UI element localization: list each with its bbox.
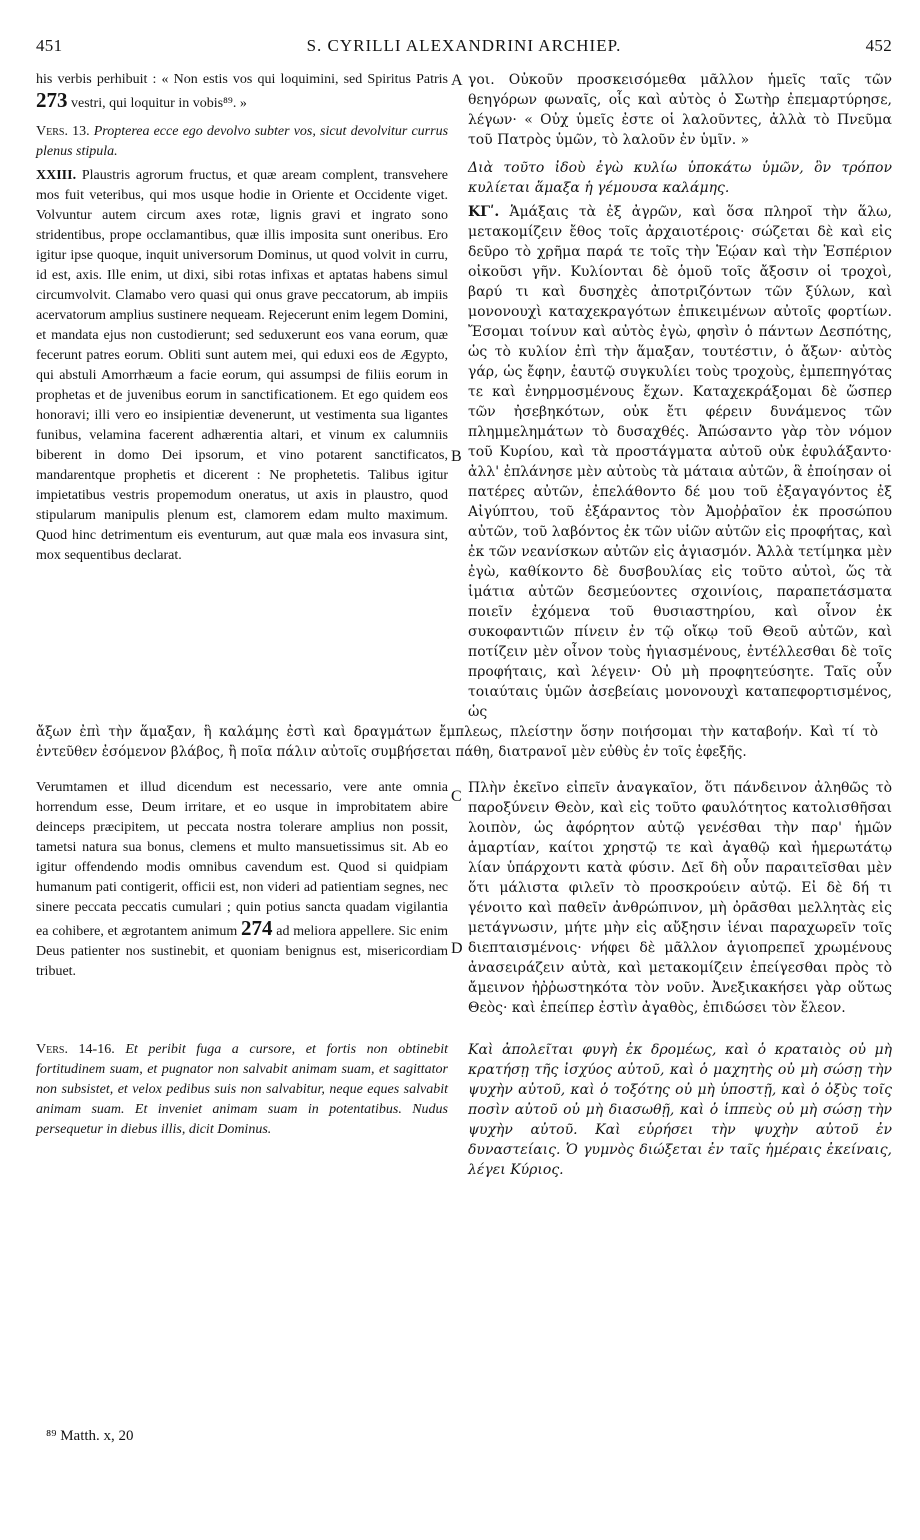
section-c [36, 1032, 892, 1180]
latin-column-a [36, 70, 448, 722]
greek-column-a [468, 70, 892, 722]
latin-column-c [36, 1032, 448, 1180]
column-number-274: 274 [241, 916, 273, 940]
margin-markers-b [448, 778, 468, 1018]
latin-text-intro: his verbis perhibuit : « Non estis vos qui loquimini, sed Spiritus Patris [36, 72, 448, 87]
greek-paragraph-23 [468, 202, 892, 722]
section-number: XXIII. [36, 168, 77, 183]
greek-verse-13: Διὰ τοῦτο ἰδοὺ ἐγὼ κυλίω ὑποκάτω ὑμῶν, ὃν τρόπον κυλίεται ἅμαξα ἡ γέμουσα καλάμης. [468, 160, 892, 196]
greek-paragraph-intro: γοι. Οὐκοῦν προσκεισόμεθα μᾶλλον ἡμεῖς ταῖς τῶν θεηγόρων φωναῖς, οἷς καὶ αὐτὸς ὁ Σωτὴρ ἐπεμαρτύρησε, λέγων· « Οὐχ ὑμεῖς ἐστε οἱ λαλοῦντες, ἀλλὰ τὸ Πνεῦμα τοῦ Πατρὸς ὑμῶν, τὸ λαλοῦν ἐν ὑμῖν. » [468, 72, 892, 148]
margin-marker-d: D [451, 940, 463, 957]
verse-text: Propterea ecce ego devolvo subter vos, sicut devolvitur currus plenus stipula. [36, 124, 449, 159]
running-title: S. CYRILLI ALEXANDRINI ARCHIEP. [306, 36, 622, 55]
greek-column-c [468, 1032, 892, 1180]
latin-verse-13 [36, 122, 448, 162]
greek-paragraph-2: Πλὴν ἐκεῖνο εἰπεῖν ἀναγκαῖον, ὅτι πάνδεινον ἀληθῶς τὸ παροξύνειν Θεὸν, καὶ εἰς τοῦτο φαυλότητος κατολισθῆσαι λοιπὸν, ὡς ἀφόρητον αὐτῷ γενέσθαι τὴν παρ' ἡμῶν ἁμαρτίαν, καίτοι χρηστῷ τε καὶ ἀγαθῷ καὶ ἡμερωτάτῳ λίαν ὑπάρχοντι κατὰ φύσιν. Δεῖ δὴ οὖν παραιτεῖσθαι μὲν ὅτι μάλιστα φιλεῖν τὸ προσκρούειν αὐτῷ. Εἰ δὲ δή τι γένοιτο καὶ παθεῖν ἀνθρώπινον, μὴ ὀρᾶσθαι μελλητὰς εἰς μετάγνωσιν, μήτε μὴν εἰς αὔξησιν ἰέναι παραχωρεῖν τοῖς διεπταισμένοις· νήφει δὲ μᾶλλον ἁγιοπρεπεῖ χρωμένους ἀνασειράζειν αὐτὰ, καὶ μετακομίζειν ἐπείγεσθαι πρὸς τὸ ἄμεινον ἠῤῥωστηκότα τὸν νοῦν. Ἀνεξικακήσει γὰρ οὕτως Θεὸς· καὶ ἐπείπερ ἐστὶν ἀγαθὸς, ἐπιδώσει τὸν ἔλεον. [468, 780, 892, 1016]
latin-paragraph-2 [36, 778, 448, 982]
latin-column-b [36, 778, 448, 1018]
greek-crossover-text: ἄξων ἐπὶ τὴν ἅμαξαν, ἣ καλάμης ἐστὶ καὶ δραγμάτων ἔμπλεως, πλείστην ὅσην ποιήσομαι τὴν καταβοήν. Καὶ τί τὸ ἐντεῦθεν ἐσόμενον βλάβος, ἢ ποῖα πάλιν αὐτοῖς συμβήσεται πάθη, διατρανοῖ μὲν εὐθὺς ἐν τοῖς ἐφεξῆς. [36, 724, 878, 760]
greek-column-b [468, 778, 892, 1018]
greek-text-23: Ἁμάξαις τὰ ἐξ ἀγρῶν, καὶ ὅσα πληροῖ τὴν ἅλω, μετακομίζειν ἔθος τοῖς ἀρχαιοτέροις· σώζεται δὲ καὶ εἰς δεῦρο τὸ χρῆμα παρά τε τοῖς τὴν Ἑῴαν καὶ τὴν Ἑσπέριον οἰκοῦσι γῆν. Κυλίονται δὲ ὁμοῦ τοῖς ἄξοσιν οἱ τροχοὶ, βαρύ τι καὶ δυσηχὲς ἀποτριζόντων τῶν ξύλων, καὶ μονονουχὶ καταχεκραγότων ἐπικειμένων αὐτοῖς φορτίων. Ἔσομαι τοίνυν καὶ αὐτὸς ἐγὼ, φησὶν ὁ πάντων Δεσπότης, ὡς τὸ κυλίον ἐπὶ τὴν ἅμαξαν, τουτέστιν, ὁ ἄξων· αὐτὸς γάρ, ὡς ἔφην, ἑαυτῷ συγκυλίει τοὺς τροχοὺς, ἐμπεπηγότας τε καὶ ἐνηρμοσμένους ἔχων. Καταχεκράξομαι δὲ ὥσπερ τῶν ἠσεβηκότων, οὐκ ἔτι φέρειν δυνάμενος τῶν πλημμελημάτων τὸ δυσαχθές. Ἀπώσαντο γὰρ τὸν νόμον τοῦ Κυρίου, καὶ τὰ προστάγματα αὐτοῦ οὐκ ἐφυλάξαντο· ἀλλ' ἐπλάνησε μὲν αὐτοὺς τὰ μάταια αὐτῶν, ἃ ἐποίησαν οἱ πατέρες αὐτῶν, ἐπελάθοντο δέ μου τοῦ ἐξαγαγόντος ἐξ Αἰγύπτου, τοῦ ἐξάραντος τὸν Ἀμοῤῥαῖον ἐκ προσώπου αὐτῶν, τοῦ λαβόντος ἐκ τῶν υἱῶν αὐτῶν εἰς προφήτας, καὶ ἐκ τῶν νεανίσκων αὐτῶν εἰς ἁγιασμόν. Ἀλλὰ τετίμηκα μὲν ἐγὼ, καθίκοντο δὲ δυσβουλίας εἰς τοῦτο αὐτοὶ, ὥς τὰ ἱμάτια αὐτῶν δεσμεύοντες σχοινίοις, παραπετάσματα ποιεῖν ἐχόμενα τοῦ θυσιαστηρίου, καὶ οἶνον ἐκ συκοφαντιῶν πίνειν ἐν τῷ οἴκῳ τοῦ Θεοῦ αὐτῶν, καὶ ποτίζειν μὲν οἶνον τοὺς ἡγιασμένους, ἐντέλλεσθαι δὲ τοῖς προφήταις, καὶ λέγειν· Οὐ μὴ προφητεύσητε. Ταῖς οὖν τοιαύταις ὑμῶν ἀσεβείαις μονονουχὶ καταπεφορτισμένος, ὡς [468, 204, 892, 720]
verse-text-14: Et peribit fuga a cursore, et fortis non obtinebit fortitudinem suam, et pugnator non salvabit animam suam, et sagittator non subsistet, et velox pedibus suis non salvabitur, neque eques salvabit animam suam. Et inveniet animam suam in potentatibus. Nudus persequetur in diebus illis, dicit Dominus. [36, 1042, 448, 1137]
margin-marker-c: C [451, 788, 462, 805]
page-number-right: 452 [865, 36, 892, 55]
latin-text-2b: ad meliora appellere. Sic enim Deus patienter nos sustinebit, et quoniam benignus est, misericordiam tribuet. [36, 924, 448, 979]
margin-markers-a [448, 70, 468, 805]
latin-text-2a: Verumtamen et illud dicendum est necessario, vere ante omnia horrendum esse, Deum irritare, et eo usque in improbitatem abire deinceps præcipitem, ut peccata nostra tolerare amplius non possit, tametsi natura sua bonus, clemens et multo mansuetissimus sit. Ab eo igitur offendendo modis omnibus cavendum est. Quod si quidpiam humanum pati contigerit, officii est, non videri ad patientiam segnes, nec sinere peccata peccatis cumulari ; quin potius sancta quadam vigilantia ea cohibere, et ægrotantem animum [36, 780, 448, 939]
footnote: ⁸⁹ Matth. x, 20 [46, 1428, 134, 1444]
margin-marker-a: A [451, 72, 463, 89]
running-head [36, 36, 892, 66]
margin-marker-b: B [451, 448, 462, 465]
latin-paragraph-23 [36, 166, 448, 566]
latin-text-23: Plaustris agrorum fructus, et quæ aream complent, transvehere mos fuit veteribus, qui mos usque hodie in Oriente et Occidente viget. Volvuntur autem circum axes rotæ, lignis gravi et ingrato sono stridentibus, prope occlamantibus, quæ illis imposita sunt oneribus. Ero igitur ipse quoque, inquit universorum Dominus, ut quod volvit in curru, id est, axis. Ille enim, ut dixi, sibi rotas infixas et aptatas habens simul circumvolvit. Clamabo vero quasi qui onus grave peccatorum, ab impiis acervatorum amplius sustinere nequeam. Rejecerunt enim legem Domini, et mandata ejus non custodierunt; sed seduxerunt eos vana eorum, quæ fecerunt patres eorum. Obliti sunt autem mei, qui eduxi eos de Ægypto, qui abstuli Amorrhæum a facie eorum, qui assumpsi de filiis eorum in prophetas et de juvenibus eorum in sanctificationem. Et ego quidem eos honoravi; illi vero eo insipientiæ devenerunt, ut vestimenta sua ligantes funibus, velamina facerent adhærentia altari, et vinum ex calumniis biberent in domo Dei ipsorum, et vino potarent sanctificatos, mandarentque prophetis et dicerent : Ne prophetetis. Talibus igitur impietatibus vestris propemodum oneratus, ut axis in plaustro, quod stipularum manipulis plenum est, clamorem edam multo maximum. Quod hinc detrimentum eis eventurum, aut quæ mala eos invasura sint, mox sequentibus declarat. [36, 168, 449, 563]
greek-section-number: ΚΓʹ. [468, 204, 500, 220]
verse-label-14: Vers. 14-16. [36, 1042, 115, 1057]
latin-verse-14 [36, 1040, 448, 1140]
verse-label: Vers. 13. [36, 124, 90, 139]
section-b [36, 778, 892, 1018]
greek-verse-14: Καὶ ἀπολεῖται φυγὴ ἐκ δρομέως, καὶ ὁ κραταιὸς οὐ μὴ κρατήσῃ τῆς ἰσχύος αὐτοῦ, καὶ ὁ μαχητὴς οὐ μὴ σώσῃ τὴν ψυχὴν αὐτοῦ, καὶ ὁ τοξότης οὐ μὴ ὑποστῇ, καὶ ὁ ὀξὺς τοῖς ποσὶν αὐτοῦ οὐ μὴ διασωθῇ, καὶ ὁ ἱππεὺς οὐ μὴ σώσῃ τὴν ψυχὴν αὐτοῦ. Καὶ εὑρήσει τὴν ψυχὴν αὐτοῦ ἐν δυναστείαις. Ὁ γυμνὸς διώξεται ἐν ταῖς ἡμέραις ἐκείναις, λέγει Κύριος. [468, 1042, 892, 1178]
column-number-273: 273 [36, 88, 68, 112]
gutter-c [448, 1032, 468, 1180]
latin-paragraph-intro [36, 70, 448, 114]
page-number-left: 451 [36, 36, 63, 55]
latin-text-intro-end: vestri, qui loquitur in vobis⁸⁹. » [71, 96, 247, 111]
